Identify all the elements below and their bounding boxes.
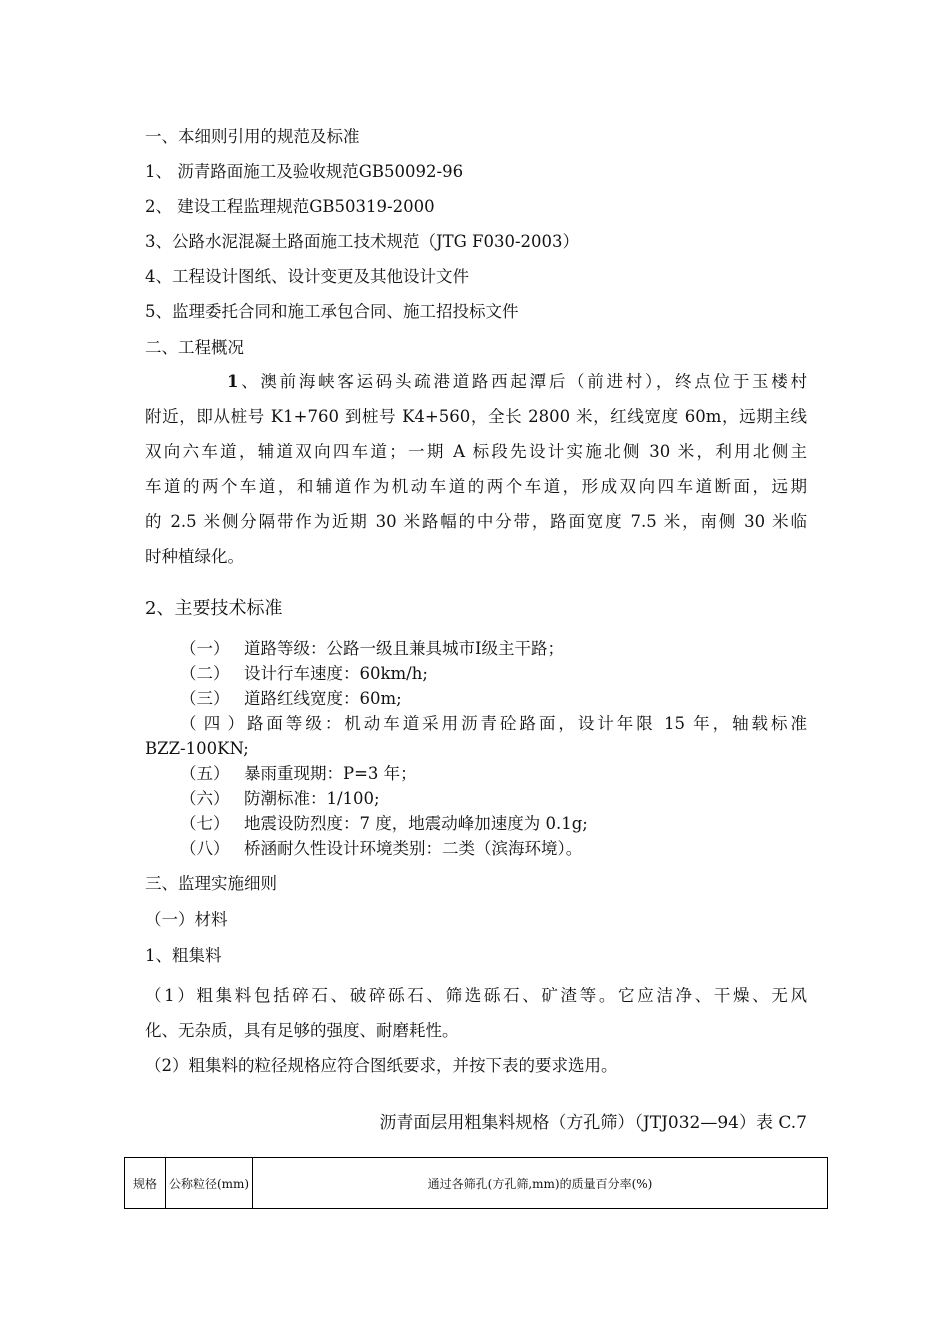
standard-item: （三） 道路红线宽度：60m; (180, 689, 402, 708)
section3-heading: 三、监理实施细则 (145, 874, 277, 893)
overview-line: 双向六车道，辅道双向四车道；一期 A 标段先设计实施北侧 30 米，利用北侧主 (145, 442, 807, 461)
standard-item: （七） 地震设防烈度：7 度，地震动峰加速度为 0.1g; (180, 814, 588, 833)
standard-item: （五） 暴雨重现期：P=3 年； (180, 764, 417, 783)
reference-item: 2、 建设工程监理规范GB50319-2000 (145, 197, 435, 216)
paragraph-line: （1）粗集料包括碎石、破碎砾石、筛选砾石、矿渣等。它应洁净、干燥、无风 (145, 986, 807, 1005)
overview-line: 车道的两个车道，和辅道作为机动车道的两个车道，形成双向四车道断面，远期 (145, 477, 807, 496)
overview-line: 时种植绿化。 (145, 547, 244, 566)
paragraph-line: 化、无杂质，具有足够的强度、耐磨耗性。 (145, 1021, 459, 1040)
gradation-requirement: （2）粗集料的粒径规格应符合图纸要求，并按下表的要求选用。 (145, 1056, 618, 1075)
section2-heading: 二、工程概况 (145, 338, 244, 357)
aggregate-spec-table (124, 1157, 828, 1209)
standard-item: （四）路面等级：机动车道采用沥青砼路面，设计年限 15 年，轴载标准 (180, 714, 807, 733)
header-cell-passing-percentage: 通过各筛孔(方孔筛,mm)的质量百分率(%) (253, 1158, 828, 1209)
coarse-aggregate-heading: 1、粗集料 (145, 946, 222, 965)
standard-item: （二） 设计行车速度：60km/h; (180, 664, 428, 683)
coarse-aggregate-paragraph (145, 978, 807, 1048)
standard-item: （六） 防潮标准：1/100; (180, 789, 380, 808)
standard-item-continuation: BZZ-100KN; (145, 739, 249, 758)
table-caption: 沥青面层用粗集料规格（方孔筛）（JTJ032—94）表 C.7 (379, 1113, 807, 1133)
standard-item: （一） 道路等级：公路一级且兼具城市Ⅰ级主干路； (180, 639, 565, 658)
reference-item: 5、监理委托合同和施工承包合同、施工招投标文件 (145, 302, 519, 321)
overview-number: 1 (227, 372, 239, 391)
reference-item: 4、工程设计图纸、设计变更及其他设计文件 (145, 267, 469, 286)
header-cell-spec: 规格 (125, 1158, 166, 1209)
reference-item: 1、 沥青路面施工及验收规范GB50092-96 (145, 162, 464, 181)
standard-item: （八） 桥涵耐久性设计环境类别：二类（滨海环境）。 (180, 839, 583, 858)
overview-line: 附近，即从桩号 K1+760 到桩号 K4+560，全长 2800 米，红线宽度 60m，远期主线 (145, 407, 807, 426)
overview-line: 的 2.5 米侧分隔带作为近期 30 米路幅的中分带，路面宽度 7.5 米，南侧 30 米临 (145, 512, 807, 531)
table-header-row (125, 1158, 828, 1209)
section1-heading: 一、本细则引用的规范及标准 (145, 127, 360, 146)
tech-standards-heading: 2、主要技术标准 (145, 598, 283, 619)
overview-line: 1、澳前海峡客运码头疏港道路西起潭后（前进村），终点位于玉楼村 (227, 372, 807, 391)
overview-paragraph (145, 364, 807, 574)
reference-item: 3、公路水泥混凝土路面施工技术规范（JTG F030-2003） (145, 232, 580, 251)
header-cell-nominal-size: 公称粒径(mm) (166, 1158, 253, 1209)
materials-heading: （一）材料 (145, 910, 228, 929)
